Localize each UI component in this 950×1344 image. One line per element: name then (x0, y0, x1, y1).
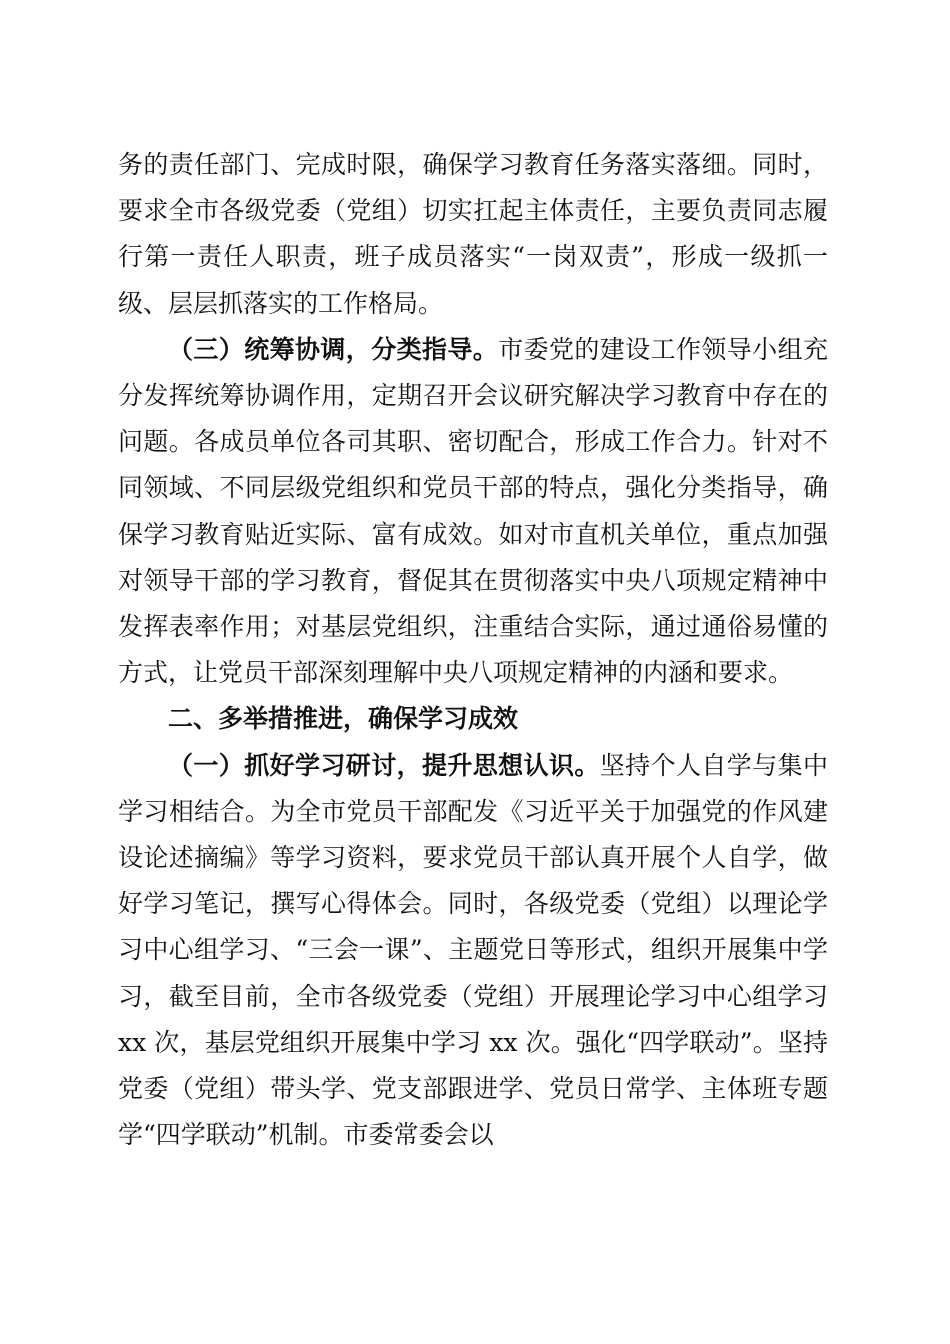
paragraph-3-lead: （一）抓好学习研讨，提升思想认识。 (168, 750, 600, 780)
paragraph-1 (118, 142, 828, 327)
paragraph-2-lead: （三）统筹协调，分类指导。 (168, 334, 499, 364)
paragraph-2-body: 市委党的建设工作领导小组充分发挥统筹协调作用，定期召开会议研究解决学习教育中存在的问题。各成员单位各司其职、密切配合，形成工作合力。针对不同领域、不同层级党组织和党员干部的特点，强化分类指导，确保学习教育贴近实际、富有成效。如对市直机关单位，重点加强对领导干部的学习教育，督促其在贯彻落实中央八项规定精神中发挥表率作用；对基层党组织，注重结合实际，通过通俗易懂的方式，让党员干部深刻理解中央八项规定精神的内涵和要求。 (118, 334, 828, 688)
section-heading-2: 二、多举措推进，确保学习成效 (168, 704, 519, 734)
paragraph-3-body: 坚持个人自学与集中学习相结合。为全市党员干部配发《习近平关于加强党的作风建设论述摘编》等学习资料，要求党员干部认真开展个人自学，做好学习笔记，撰写心得体会。同时，各级党委（党组）以理论学习中心组学习、“三会一课”、主题党日等形式，组织开展集中学习，截至目前，全市各级党委（党组）开展理论学习中心组学习 xx 次，基层党组织开展集中学习 xx 次。强化“四学联动”。坚持党委（党组）带头学、党支部跟进学、党员日常学、主体班专题学“四学联动”机制。市委常委会以 (118, 750, 828, 1150)
paragraph-2 (118, 327, 828, 697)
paragraph-1-body: 务的责任部门、完成时限，确保学习教育任务落实落细。同时，要求全市各级党委（党组）切实扛起主体责任，主要负责同志履行第一责任人职责，班子成员落实“一岗双责”，形成一级抓一级、层层抓落实的工作格局。 (118, 150, 828, 318)
paragraph-3 (118, 743, 828, 1159)
